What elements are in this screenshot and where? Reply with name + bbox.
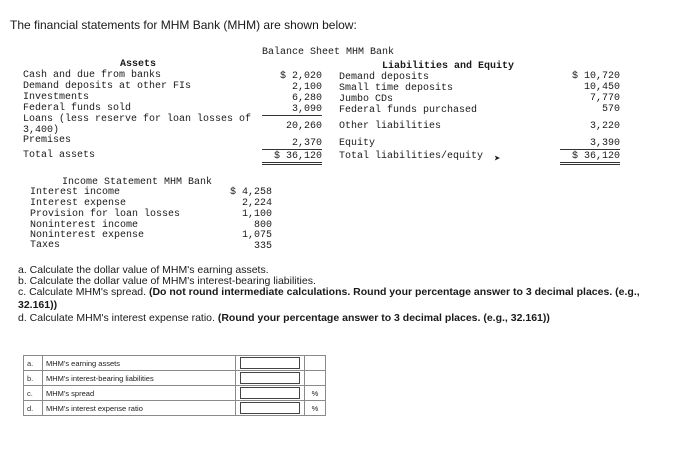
liability-label: Small time deposits — [339, 83, 454, 94]
liability-label: Total liabilities/equity — [339, 151, 484, 162]
question-b: b. Calculate the dollar value of MHM's interest-bearing liabilities. — [18, 275, 316, 287]
interest-expense-ratio-input[interactable] — [240, 402, 300, 414]
liability-label: Federal funds purchased — [339, 105, 478, 116]
income-statement-title: Income Statement MHM Bank — [62, 177, 213, 188]
liability-label: Demand deposits — [339, 72, 430, 83]
income-label: Provision for loan losses — [30, 209, 181, 220]
interest-bearing-liabilities-input[interactable] — [240, 372, 300, 384]
table-row — [24, 401, 326, 416]
asset-label: Premises — [23, 135, 72, 146]
row-label: MHM's spread — [43, 386, 236, 401]
row-unit — [305, 371, 326, 386]
liability-label: Jumbo CDs — [339, 94, 394, 105]
intro-text: The financial statements for MHM Bank (MHM) are shown below: — [10, 18, 357, 32]
earning-assets-cell — [236, 356, 305, 371]
income-value: 1,100 — [241, 209, 272, 220]
question-c-instructions: (Do not round intermediate calculations. Round your percentage answer to 3 decimal places. (e.g., 32.161)) — [18, 286, 640, 311]
liability-value: 570 — [601, 104, 620, 115]
question-c — [18, 286, 680, 312]
liability-value: 7,770 — [589, 93, 620, 104]
income-label: Taxes — [30, 240, 61, 251]
row-letter: d. — [24, 401, 43, 416]
spread-cell — [236, 386, 305, 401]
table-row — [24, 386, 326, 401]
asset-label: Investments — [23, 92, 90, 103]
table-row — [24, 371, 326, 386]
earning-assets-input[interactable] — [240, 357, 300, 369]
asset-value: 20,260 — [285, 121, 322, 132]
liability-value: 3,220 — [589, 121, 620, 132]
mouse-cursor-icon: ➤ — [494, 154, 501, 166]
table-row — [24, 356, 326, 371]
income-value: 800 — [253, 220, 272, 231]
question-c-text: c. Calculate MHM's spread. — [18, 286, 147, 298]
question-a: a. Calculate the dollar value of MHM's earning assets. — [18, 264, 269, 276]
asset-label: Demand deposits at other FIs — [23, 81, 192, 92]
liability-value: 10,450 — [583, 82, 620, 93]
interest-bearing-liabilities-cell — [236, 371, 305, 386]
row-unit: % — [305, 401, 326, 416]
liability-label: Other liabilities — [339, 121, 442, 132]
question-d — [18, 312, 550, 325]
row-letter: c. — [24, 386, 43, 401]
income-label: Noninterest expense — [30, 230, 145, 241]
asset-label: Loans (less reserve for loan losses of — [23, 114, 252, 125]
liability-value: 3,390 — [560, 138, 620, 150]
row-unit — [305, 356, 326, 371]
answer-table — [23, 355, 326, 416]
asset-value: 3,090 — [262, 104, 322, 116]
question-d-text: d. Calculate MHM's interest expense ratio. — [18, 312, 215, 324]
asset-label: Cash and due from banks — [23, 70, 162, 81]
balance-sheet-title: Balance Sheet MHM Bank — [262, 47, 395, 58]
asset-value: 2,370 — [262, 138, 322, 150]
spread-input[interactable] — [240, 387, 300, 399]
liability-value: $ 10,720 — [571, 71, 620, 82]
asset-value: $ 2,020 — [279, 71, 322, 82]
income-label: Interest income — [30, 187, 121, 198]
liability-label: Equity — [339, 138, 376, 149]
income-value: 1,075 — [241, 230, 272, 241]
income-label: Interest expense — [30, 198, 127, 209]
row-unit: % — [305, 386, 326, 401]
total-liabilities-value: $ 36,120 — [560, 151, 620, 165]
asset-value: 6,280 — [291, 93, 322, 104]
row-label: MHM's interest expense ratio — [43, 401, 236, 416]
row-label: MHM's earning assets — [43, 356, 236, 371]
row-label: MHM's interest-bearing liabilities — [43, 371, 236, 386]
asset-label: Total assets — [23, 150, 96, 161]
total-assets-value: $ 36,120 — [262, 151, 322, 165]
income-value: 335 — [253, 241, 272, 252]
income-value: 2,224 — [241, 198, 272, 209]
interest-expense-ratio-cell — [236, 401, 305, 416]
asset-label-continued: 3,400) — [23, 125, 60, 136]
question-d-instructions: (Round your percentage answer to 3 decimal places. (e.g., 32.161)) — [217, 312, 550, 324]
income-value: $ 4,258 — [229, 187, 272, 198]
row-letter: b. — [24, 371, 43, 386]
asset-label: Federal funds sold — [23, 103, 132, 114]
assets-header: Assets — [120, 59, 157, 70]
row-letter: a. — [24, 356, 43, 371]
asset-value: 2,100 — [291, 82, 322, 93]
liabilities-header: Liabilities and Equity — [382, 61, 515, 72]
income-label: Noninterest income — [30, 220, 139, 231]
